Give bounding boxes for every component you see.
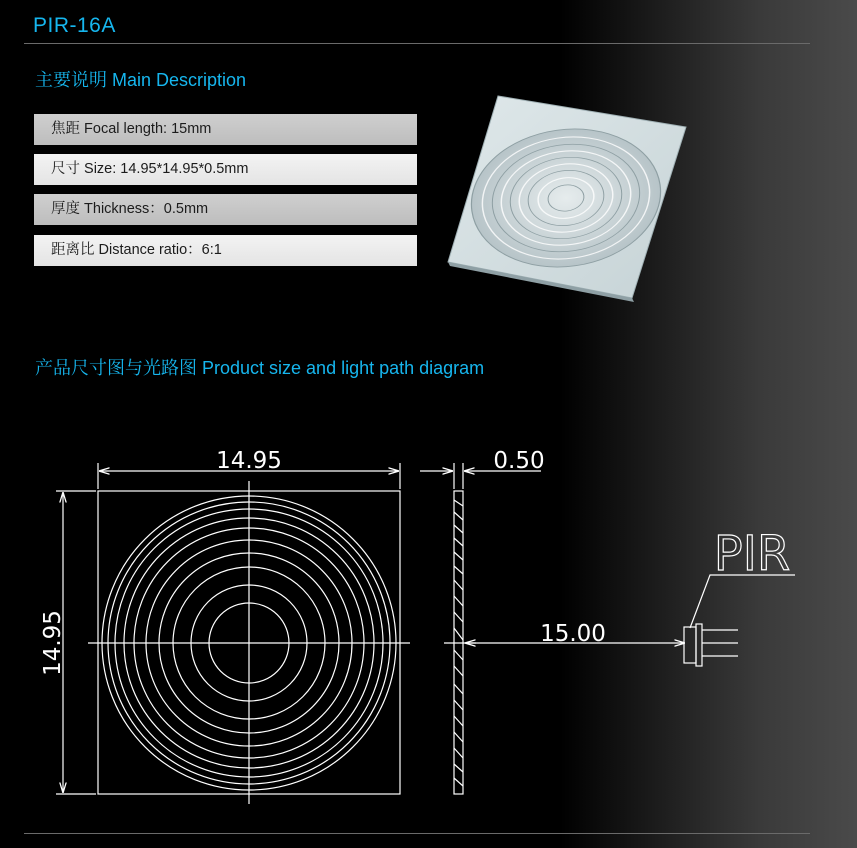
- distance-label: 15.00: [540, 621, 606, 647]
- focal-distance-dimension: [466, 621, 684, 647]
- pir-sensor: [684, 526, 795, 666]
- width-label: 14.95: [216, 448, 282, 474]
- thickness-label: 0.50: [493, 448, 545, 474]
- height-label: 14.95: [40, 610, 66, 676]
- pir-label: PIR: [713, 526, 791, 582]
- spec-focal-length: 焦距 Focal length: 15mm: [34, 114, 417, 145]
- main-description-heading: 主要说明 Main Description: [35, 70, 247, 90]
- lens-top-view: [88, 481, 410, 804]
- footer-divider: [24, 833, 810, 834]
- height-dimension: [40, 491, 96, 794]
- diagram-heading: 产品尺寸图与光路图 Product size and light path diagram: [35, 358, 485, 378]
- page-title: PIR-16A: [33, 14, 116, 37]
- spec-distance-ratio: 距离比 Distance ratio：6:1: [34, 235, 417, 266]
- spec-size: 尺寸 Size: 14.95*14.95*0.5mm: [34, 154, 417, 185]
- thickness-dimension: [420, 448, 545, 489]
- spec-thickness: 厚度 Thickness：0.5mm: [34, 194, 417, 225]
